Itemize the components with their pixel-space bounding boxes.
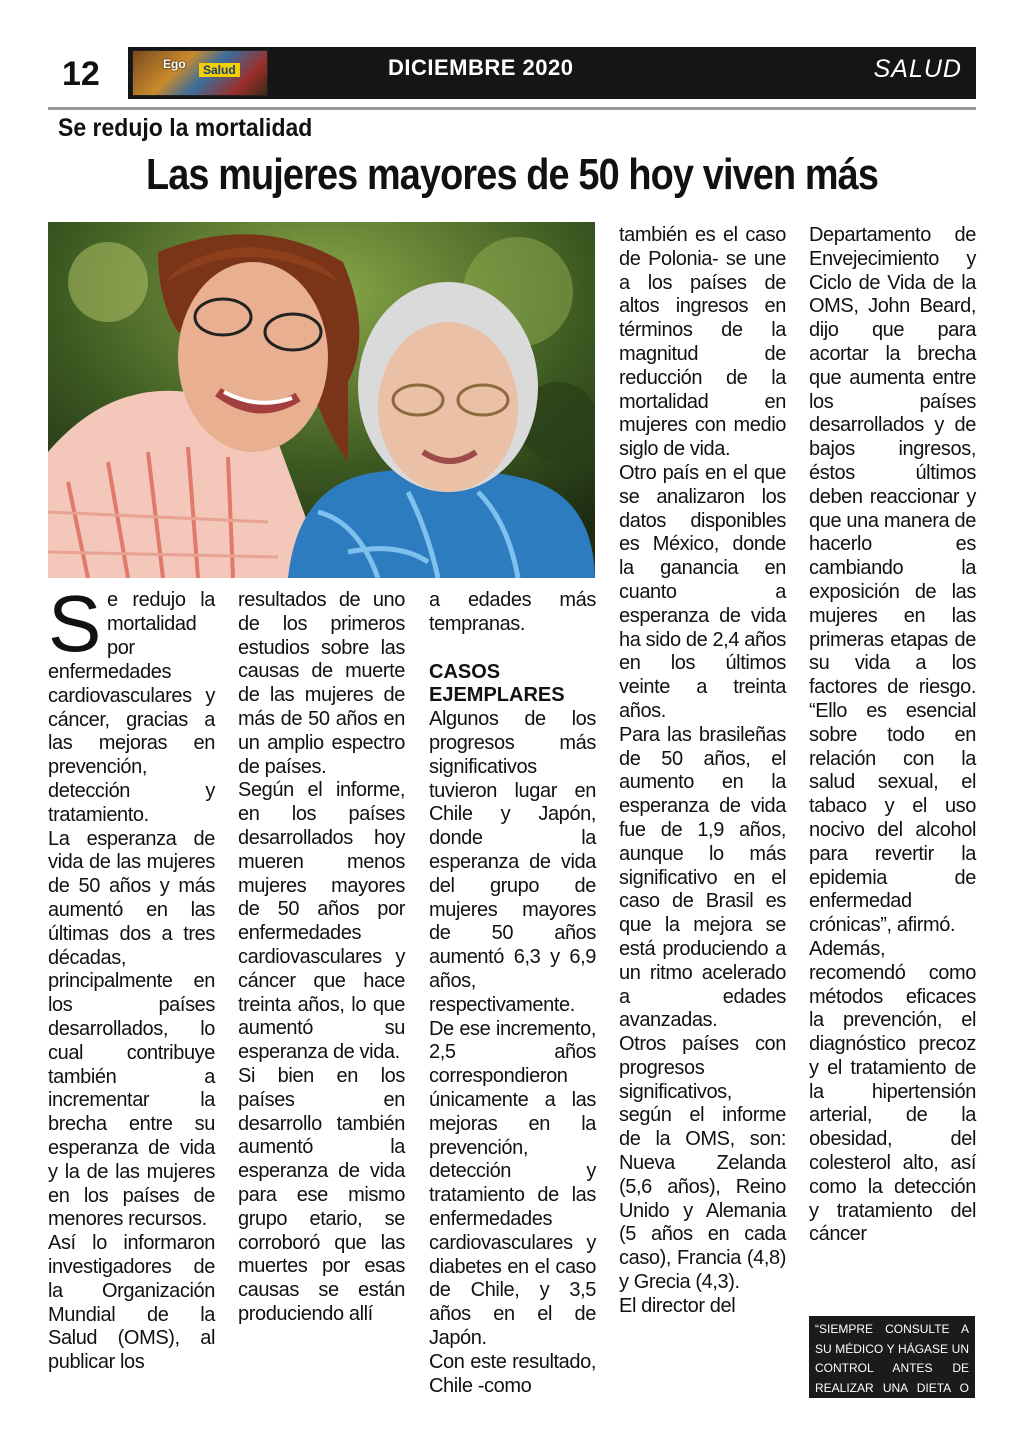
paragraph: Así lo informaron investigadores de la Organización Mundial de la Salud (OMS), al publicar los (48, 1232, 215, 1374)
section-name: SALUD (873, 55, 962, 83)
paragraph: Para las brasileñas de 50 años, el aumento en la esperanza de vida fue de 1,9 años, aunque lo más significativo en el caso de Brasil es que la mejora se está produciendo a un ritmo acelerado a edades avanzadas. (619, 723, 786, 1032)
logo-text-ego: Ego (163, 57, 186, 71)
paragraph: Otros países con progresos significativos, según el informe de la OMS, son: Nueva Zelanda (5,6 años), Reino Unido y Alemania (5 años en cada caso), Francia (4,8) y Grecia (4,3). (619, 1033, 786, 1294)
paragraph: a edades más tempranas. (429, 589, 596, 635)
page-header (48, 47, 976, 99)
paragraph: Con este resultado, Chile -como (429, 1350, 596, 1397)
article-column-3 (429, 589, 596, 1398)
article-kicker: Se redujo la mortalidad (58, 114, 313, 142)
publication-logo (132, 50, 268, 96)
paragraph: La esperanza de vida de las mujeres de 50 años y más aumentó en las últimas dos a tres décadas, principalmente en los países desarrollados, lo cual contribuye también a incrementar la brecha entre su esperanza de vida y la de las mujeres en los países de menores recursos. (48, 827, 215, 1231)
paragraph: El director del (619, 1294, 736, 1317)
paragraph: también es el caso de Polonia- se une a los países de altos ingresos en términos de la magnitud de reducción de la mortalidad en mujeres con medio siglo de vida. (619, 224, 786, 461)
paragraph: Además, recomendó como métodos eficaces la prevención, el diagnóstico precoz y el tratamiento de la hipertensión arterial, de la obesidad, del colesterol alto, así como la detección y tratamiento del cáncer (809, 937, 976, 1246)
article-column-2 (238, 589, 405, 1327)
paragraph: resultados de uno de los primeros estudios sobre las causas de muerte de las mujeres de más de 50 años en un amplio espectro de países. (238, 589, 405, 778)
article-photo (48, 222, 595, 578)
advice-callout-box: “SIEMPRE CONSULTE A SU MÉDICO Y HÁGASE UN CONTROL ANTES DE REALIZAR UNA DIETA O ACTIVIDAD FÍSICA” (809, 1316, 975, 1398)
article-column-1 (48, 579, 215, 1375)
paragraph-text: e redujo la mortalidad por enfermedades cardiovasculares y cáncer, gracias a las mejoras en prevención, detección y tratamiento. (48, 589, 215, 826)
paragraph: Otro país en el que se analizaron los datos disponibles es México, donde la ganancia en cuanto a esperanza de vida ha sido de 2,4 años en los últimos veinte a treinta años. (619, 461, 786, 722)
article-column-5 (809, 224, 976, 1247)
article-headline: Las mujeres mayores de 50 hoy viven más (145, 150, 879, 199)
paragraph: Departamento de Envejecimiento y Ciclo de Vida de la OMS, John Beard, dijo que para acortar la brecha que aumenta entre los países desarrollados y de bajos ingresos, éstos últimos deben reaccionar y que una manera de hacerlo es cambiando la exposición de las mujeres en las primeras etapas de su vida a los factores de riesgo. “Ello es esencial sobre todo en relación con la salud sexual, el tabaco y el uso nocivo del alcohol para revertir la epidemia de enfermedad crónicas”, afirmó. (809, 224, 976, 937)
drop-cap: S (48, 579, 101, 668)
article-column-4 (619, 224, 786, 1319)
paragraph: Algunos de los progresos más significativos tuvieron lugar en Chile y Japón, donde la esperanza de vida del grupo de mujeres mayores de 50 años aumentó 6,3 y 6,9 años, respectivamente. De ese incremento, 2,5 años correspondieron únicamente a las mejoras en la prevención, detección y tratamiento de las enfermedades cardiovasculares y diabetes en el caso de Chile, y 3,5 años en el de Japón. (429, 708, 596, 1349)
paragraph (48, 579, 215, 828)
logo-text-salud: Salud (199, 63, 240, 77)
issue-date: DICIEMBRE 2020 (388, 55, 574, 80)
section-subhead: CASOS EJEMPLARES (429, 660, 565, 707)
two-women-photo-illustration (48, 222, 595, 578)
paragraph: Según el informe, en los países desarrollados hoy mueren menos mujeres mayores de 50 años por enfermedades cardiovasculares y cáncer que hace treinta años, lo que aumentó su esperanza de vida. (238, 779, 405, 1064)
page-number: 12 (48, 47, 128, 99)
header-rule (48, 107, 976, 110)
paragraph: Si bien en los países en desarrollo también aumentó la esperanza de vida para ese mismo grupo etario, se corroboró que las muertes por esas causas se están produciendo allí (238, 1064, 405, 1325)
